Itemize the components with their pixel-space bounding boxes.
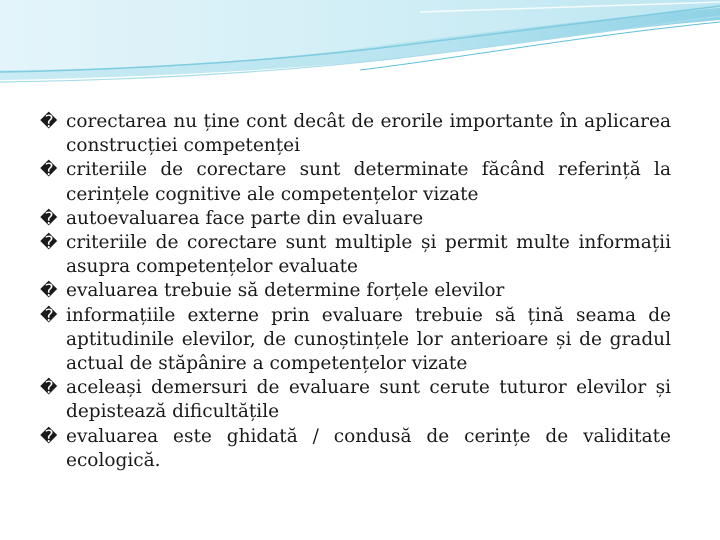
list-item-text: evaluarea trebuie să determine forțele elevilor — [66, 280, 505, 302]
bullet-icon: � — [40, 281, 58, 302]
bullet-icon: � — [40, 305, 58, 326]
bullet-icon: � — [40, 208, 58, 229]
list-item — [40, 231, 671, 279]
list-item-text: evaluarea este ghidată / condusă de cerințe de validitate ecologică. — [66, 425, 671, 471]
list-item-text: autoevaluarea face parte din evaluare — [66, 207, 424, 229]
list-item-text: informațiile externe prin evaluare trebuie să țină seama de aptitudinile elevilor, de cunoștințele lor anterioare și de gradul actual de stăpânire a competențelor vizate — [66, 304, 671, 375]
list-item — [40, 110, 671, 158]
bullet-icon: � — [40, 233, 58, 254]
bullet-icon: � — [40, 426, 58, 447]
list-item-text: criteriile de corectare sunt multiple și permit multe informații asupra competențelor evaluate — [66, 232, 671, 278]
header-wave-decoration — [0, 0, 720, 110]
list-item — [40, 279, 671, 303]
bullet-icon: � — [40, 160, 58, 181]
list-item — [40, 158, 671, 206]
list-item — [40, 376, 671, 424]
bullet-icon: � — [40, 378, 58, 399]
list-item-text: criteriile de corectare sunt determinate făcând referință la cerințele cognitive ale competențelor vizate — [66, 159, 671, 205]
list-item-text: aceleași demersuri de evaluare sunt cerute tuturor elevilor și depistează dificultățile — [66, 377, 671, 423]
bullet-icon: � — [40, 112, 58, 132]
list-item — [40, 425, 671, 473]
list-item — [40, 304, 671, 377]
list-item — [40, 207, 671, 231]
bullet-list — [40, 110, 671, 473]
list-item-text: corectarea nu ține cont decât de erorile importante în aplicarea construcției competenței — [66, 111, 671, 157]
